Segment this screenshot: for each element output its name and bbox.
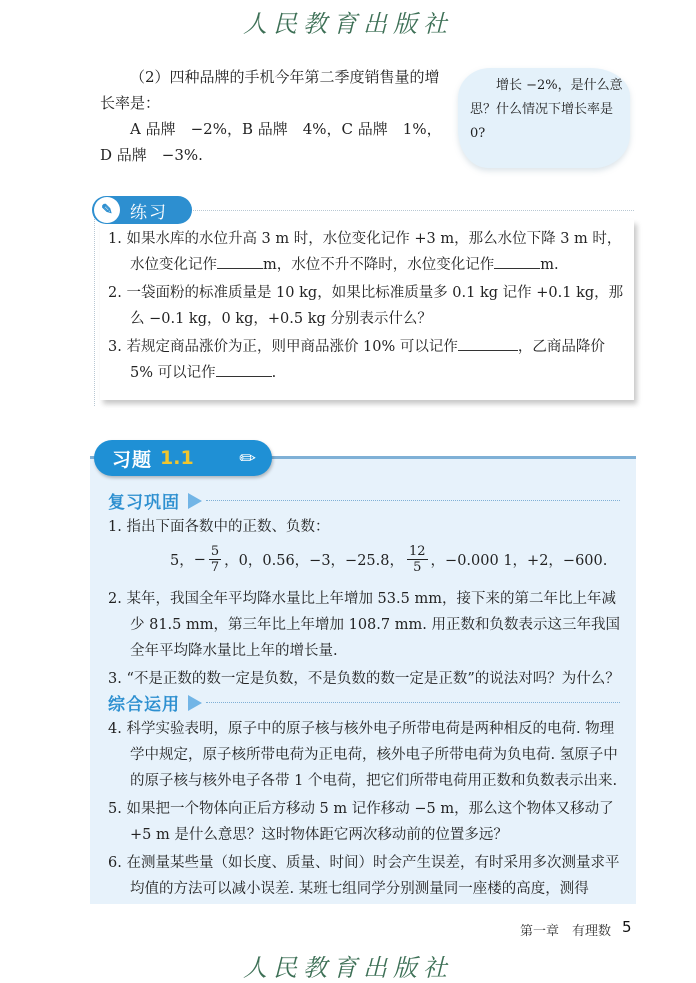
item-number: 4.	[108, 721, 122, 737]
item-number: 2.	[108, 591, 122, 607]
subsection-application	[108, 690, 620, 715]
fraction-12-5	[407, 544, 428, 575]
subsection-label: 复习巩固	[108, 493, 180, 513]
item-text: 一袋面粉的标准质量是 10 kg，如果比标准质量多 0.1 kg 记作 +0.1 kg，那么 −0.1 kg，0 kg，+0.5 kg 分别表示什么？	[126, 285, 624, 327]
item-number: 1.	[108, 519, 122, 535]
answer-blank[interactable]	[216, 360, 272, 377]
number-list	[170, 544, 607, 575]
item-number: 3.	[108, 671, 122, 687]
pencil-icon: ✏	[239, 446, 256, 470]
thought-cloud-text: 增长 −2%，是什么意思？什么情况下增长率是 0?	[470, 78, 623, 141]
dotted-rule	[206, 500, 620, 501]
answer-blank[interactable]	[494, 252, 540, 269]
publisher-logo-top: 人民教育出版社	[243, 10, 453, 38]
intro-text	[100, 64, 452, 168]
number-text: 5，	[170, 553, 194, 569]
item-text: 在测量某些量（如长度、质量、时间）时会产生误差，有时采用多次测量求平均值的方法可以减小误差. 某班七组同学分别测量同一座楼的高度，测得	[126, 855, 620, 897]
item-text: ，乙商品降价 5% 可以记作	[130, 339, 605, 381]
dotted-rule	[206, 702, 620, 703]
publisher-logo-bottom: 人民教育出版社	[243, 954, 453, 982]
item-text: 科学实验表明，原子中的原子核与核外电子所带电荷是两种相反的电荷. 物理学中规定，原子核所带电荷为正电荷，核外电子所带电荷为负电荷. 氢原子中的原子核与核外电子各带 1 个电荷，把它们所带电荷用正数和负数表示出来.	[126, 721, 618, 789]
exercise-title: 习题	[112, 448, 153, 471]
practice-label: 练习	[130, 202, 168, 223]
subsection-review	[108, 488, 620, 513]
item-number: 1.	[108, 231, 122, 247]
practice-icon: ✎	[94, 197, 120, 223]
exercise-items-2-3	[108, 586, 626, 694]
denominator: 5	[413, 560, 422, 575]
exercise-items-4-6	[108, 716, 626, 904]
triangle-arrow-icon	[188, 695, 202, 711]
item-number: 2.	[108, 285, 122, 301]
subsection-label: 综合运用	[108, 695, 180, 715]
number-text: ，0，0.56，−3，−25.8，	[224, 553, 404, 569]
minus-sign: −	[193, 551, 206, 568]
denominator: 7	[210, 560, 220, 575]
exercise-item-1	[108, 514, 626, 542]
triangle-arrow-icon	[188, 493, 202, 509]
item-number: 3.	[108, 339, 122, 355]
practice-list	[108, 226, 626, 388]
exercise-item-3	[108, 666, 626, 692]
intro-paragraph-1: （2）四种品牌的手机今年第二季度销售量的增长率是：	[100, 68, 440, 112]
chapter-footer: 第一章 有理数	[520, 924, 612, 939]
fraction-5-7	[209, 544, 221, 575]
practice-item-3	[108, 334, 626, 386]
answer-blank[interactable]	[458, 334, 518, 351]
exercise-tab	[94, 440, 272, 476]
item-text: 某年，我国全年平均降水量比上年增加 53.5 mm，接下来的第二年比上年减少 81.5 mm，第三年比上年增加 108.7 mm. 用正数和负数表示这三年我国全年平均降水量比上年的增长量.	[126, 591, 620, 659]
practice-tab	[92, 196, 192, 224]
item-text: m，水位不升不降时，水位变化记作	[263, 257, 495, 273]
item-text: 如果水库的水位升高 3 m 时，水位变化记作 +3 m，那么水位下降 3 m 时，水位变化记作	[126, 231, 622, 273]
item-text: 若规定商品涨价为正，则甲商品涨价 10% 可以记作	[126, 339, 458, 355]
item-text: 如果把一个物体向正后方移动 5 m 记作移动 −5 m，那么这个物体又移动了 +5 m 是什么意思？这时物体距它两次移动前的位置多远？	[126, 801, 614, 843]
exercise-number: 1.1	[160, 447, 194, 469]
exercise-item-6	[108, 850, 626, 902]
exercise-item-2	[108, 586, 626, 664]
number-text: ，−0.000 1，+2，−600.	[430, 553, 608, 569]
intro-paragraph-2: A 品牌 −2%，B 品牌 4%，C 品牌 1%，D 品牌 −3%.	[100, 120, 442, 164]
exercise-item-4	[108, 716, 626, 794]
item-text: m.	[540, 257, 559, 273]
answer-blank[interactable]	[217, 252, 263, 269]
practice-item-1	[108, 226, 626, 278]
numerator: 12	[409, 544, 426, 559]
item-text: 指出下面各数中的正数、负数：	[126, 519, 330, 535]
exercise-item-5	[108, 796, 626, 848]
page-number: 5	[622, 918, 632, 936]
numerator: 5	[210, 544, 220, 559]
item-number: 6.	[108, 855, 122, 871]
item-text: .	[271, 365, 277, 381]
item-number: 5.	[108, 801, 122, 817]
item-text: “不是正数的数一定是负数，不是负数的数一定是正数”的说法对吗？为什么？	[126, 671, 620, 687]
practice-item-2	[108, 280, 626, 332]
